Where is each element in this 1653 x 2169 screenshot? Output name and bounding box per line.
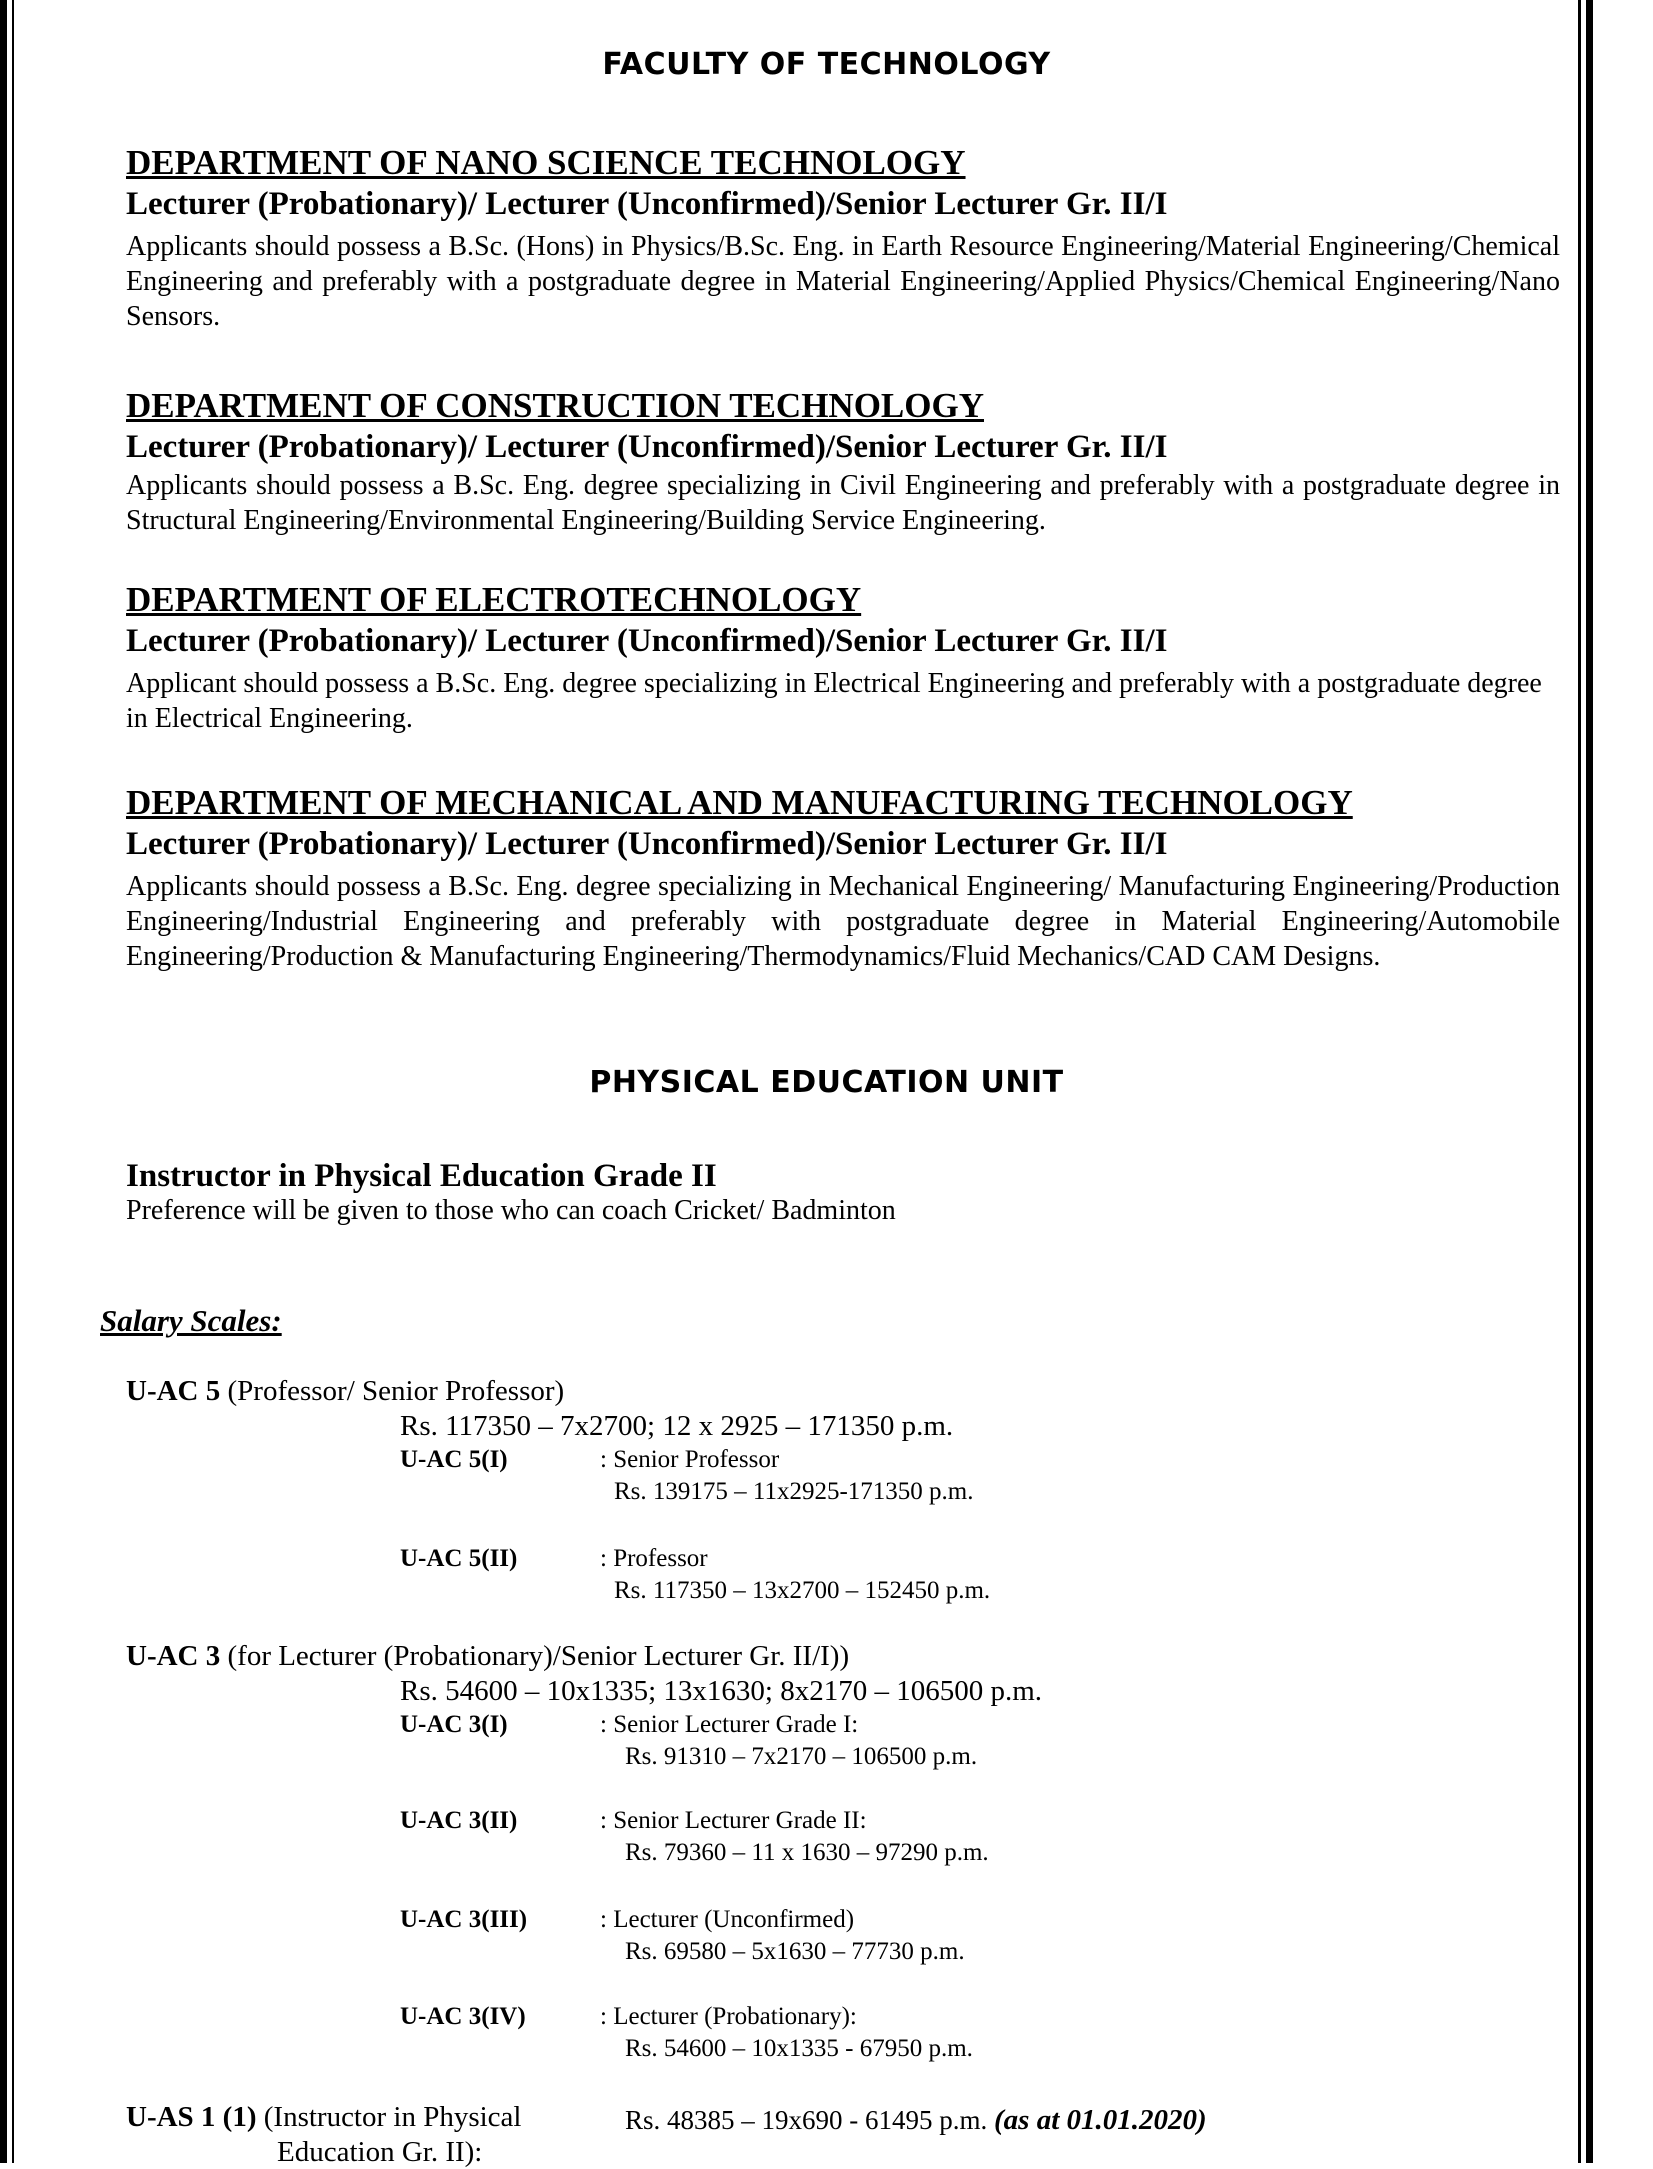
scale-uac3-3-range: Rs. 69580 – 5x1630 – 77730 p.m. <box>625 1938 965 1965</box>
scale-uac3-2-title: : Senior Lecturer Grade II: <box>600 1807 867 1834</box>
scale-uas1-range <box>625 2104 1207 2137</box>
scale-uac3-3-title: : Lecturer (Unconfirmed) <box>600 1906 855 1933</box>
scale-uac3-range: Rs. 54600 – 10x1335; 13x1630; 8x2170 – 106500 p.m. <box>400 1675 1043 1707</box>
department-name: DEPARTMENT OF NANO SCIENCE TECHNOLOGY <box>126 143 966 182</box>
post-title: Lecturer (Probationary)/ Lecturer (Unconfirmed)/Senior Lecturer Gr. II/I <box>126 826 1168 862</box>
requirement-text: Applicants should possess a B.Sc. (Hons) in Physics/B.Sc. Eng. in Earth Resource Engineering/Material Engineering/Chemical Engineering and preferably with a postgraduate degree in Material Engineering/Applied Physics/Chemical Engineering/Nano Sensors. <box>126 231 1560 332</box>
department-mechanical-manufacturing <box>126 783 1560 974</box>
scale-code: U-AS 1 (1) <box>126 2101 257 2133</box>
department-construction <box>126 386 1560 538</box>
post-title: Lecturer (Probationary)/ Lecturer (Unconfirmed)/Senior Lecturer Gr. II/I <box>126 623 1168 659</box>
department-name: DEPARTMENT OF MECHANICAL AND MANUFACTURING TECHNOLOGY <box>126 783 1353 822</box>
requirement-text: Applicant should possess a B.Sc. Eng. degree specializing in Electrical Engineering and preferably with a postgraduate degree in Electrical Engineering. <box>126 668 1542 734</box>
scale-uac5-range: Rs. 117350 – 7x2700; 12 x 2925 – 171350 p.m. <box>400 1410 954 1442</box>
post-title: Instructor in Physical Education Grade II <box>126 1158 717 1194</box>
scale-uac3-1-title: : Senior Lecturer Grade I: <box>600 1711 859 1738</box>
department-electrotechnology <box>126 580 1560 736</box>
instructor-block <box>126 1155 1560 1228</box>
preference-note: Preference will be given to those who can coach Cricket/ Badminton <box>126 1195 896 1226</box>
scale-uac5-1-range: Rs. 139175 – 11x2925-171350 p.m. <box>614 1478 974 1505</box>
department-name: DEPARTMENT OF ELECTROTECHNOLOGY <box>126 580 862 619</box>
scale-code: U-AC 5 <box>126 1375 221 1407</box>
faculty-title: FACULTY OF TECHNOLOGY <box>602 47 1051 82</box>
scale-description: (for Lecturer (Probationary)/Senior Lecturer Gr. II/I)) <box>220 1640 850 1672</box>
date-note: (as at 01.01.2020) <box>994 2104 1207 2136</box>
scale-uac3-2-code: U-AC 3(II) <box>400 1807 518 1834</box>
scale-code: U-AC 3 <box>126 1640 221 1672</box>
scale-description: (Professor/ Senior Professor) <box>220 1375 565 1407</box>
post-title: Lecturer (Probationary)/ Lecturer (Unconfirmed)/Senior Lecturer Gr. II/I <box>126 186 1168 222</box>
department-name: DEPARTMENT OF CONSTRUCTION TECHNOLOGY <box>126 386 984 425</box>
scale-uac3-2-range: Rs. 79360 – 11 x 1630 – 97290 p.m. <box>625 1839 989 1866</box>
scale-uac5-2-code: U-AC 5(II) <box>400 1545 518 1572</box>
scale-uac5-2-title: : Professor <box>600 1545 708 1572</box>
scale-uas1 <box>126 2101 521 2134</box>
scale-uac3-4-range: Rs. 54600 – 10x1335 - 67950 p.m. <box>625 2035 973 2062</box>
scale-uac3-1-code: U-AC 3(I) <box>400 1711 508 1738</box>
post-title: Lecturer (Probationary)/ Lecturer (Unconfirmed)/Senior Lecturer Gr. II/I <box>126 429 1168 465</box>
scale-uac5 <box>126 1375 564 1408</box>
scale-uas1-description-line2: Education Gr. II): <box>277 2136 483 2168</box>
scale-uac3 <box>126 1640 849 1673</box>
salary-scales-heading: Salary Scales: <box>100 1303 282 1338</box>
requirement-text: Applicants should possess a B.Sc. Eng. degree specializing in Mechanical Engineering/ Manufacturing Engineering/Production Engineering/Industrial Engineering and preferably with postgraduate degree in Material Engineering/Automobile Engineering/Production & Manufacturing Engineering/Thermodynamics/Fluid Mechanics/CAD CAM Designs. <box>126 871 1560 972</box>
scale-description: (Instructor in Physical <box>256 2101 522 2133</box>
scale-uac5-2-range: Rs. 117350 – 13x2700 – 152450 p.m. <box>614 1577 991 1604</box>
scale-uac5-1-code: U-AC 5(I) <box>400 1446 508 1473</box>
scale-uac3-4-title: : Lecturer (Probationary): <box>600 2003 857 2030</box>
physical-education-unit-title: PHYSICAL EDUCATION UNIT <box>589 1065 1064 1100</box>
scale-range: Rs. 48385 – 19x690 - 61495 p.m. <box>625 2105 988 2135</box>
department-nano-science <box>126 143 1560 334</box>
scale-uac3-3-code: U-AC 3(III) <box>400 1906 528 1933</box>
scale-uac3-4-code: U-AC 3(IV) <box>400 2003 526 2030</box>
requirement-text: Applicants should possess a B.Sc. Eng. degree specializing in Civil Engineering and preferably with a postgraduate degree in Structural Engineering/Environmental Engineering/Building Service Engineering. <box>126 470 1560 536</box>
scale-uac3-1-range: Rs. 91310 – 7x2170 – 106500 p.m. <box>625 1743 978 1770</box>
scale-uac5-1-title: : Senior Professor <box>600 1446 780 1473</box>
